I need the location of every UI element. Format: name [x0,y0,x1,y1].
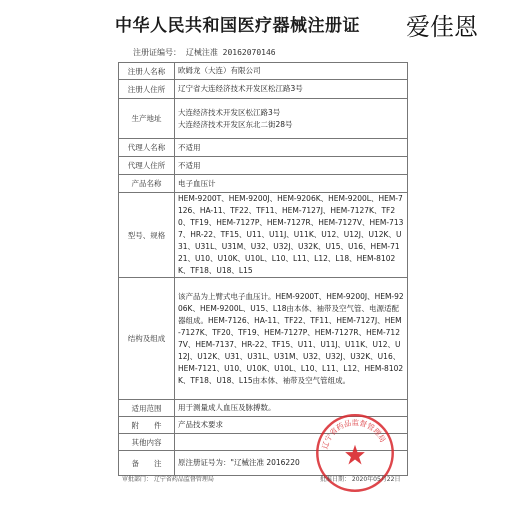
row-value: 该产品为上臂式电子血压计。HEM-9200T、HEM-9200J、HEM-9206K、HEM-9200L、U15、L18由本体、袖带及空气管、电源适配器组成。HEM-7126、HA-11、TF22、TF11、HEM-7127J、HEM-7127K、TF20、TF19、HEM-7127P、HEM-7127R、HEM-7127V、HEM-7137、HR-22、TF15、U11、U11J、U11K、U12、U12J、U12K、U31、U31L、U31M、U32、U32J、U32K、U16、HEM-7121、U10、U10K、U10L、L10、L11、L12、HEM-8102K、TF18、U18、L15由本体、袖带及空气管组成。 [175,278,408,400]
row-label: 型号、规格 [119,193,175,278]
row-label: 生产地址 [119,99,175,139]
row-value: 不适用 [175,139,408,157]
row-label: 其他内容 [119,434,175,451]
row-label: 注册人住所 [119,80,175,99]
row-label: 备 注 [119,451,175,476]
issuing-authority: 审批部门： 辽宁省药品监督管理局 [122,476,214,483]
row-value: 电子血压计 [175,175,408,193]
row-label: 产品名称 [119,175,175,193]
table-row [119,175,408,193]
row-label: 附 件 [119,417,175,434]
row-value: HEM-9200T、HEM-9200J、HEM-9206K、HEM-9200L、HEM-7126、HA-11、TF22、TF11、HEM-7127J、HEM-7127K、TF20、TF19、HEM-7127P、HEM-7127R、HEM-7127V、HEM-7137、HR-22、TF15、U11、U11J、U11K、U12、U12J、U12K、U31、U31L、U31M、U32、U32J、U32K、U15、U16、HEM-7121、U10、U10K、U10L、L10、L11、L12、L18、HEM-8102K、TF18、U18、L15 [175,193,408,278]
table-row [119,63,408,80]
row-value: 辽宁省大连经济技术开发区松江路3号 [175,80,408,99]
brand-name: 爱佳恩 [406,13,478,41]
row-value: 不适用 [175,157,408,175]
row-value: 原注册证号为："辽械注准 2016220 [175,451,408,476]
row-value: 大连经济技术开发区松江路3号 大连经济技术开发区东北二街28号 [175,99,408,139]
row-label: 结构及组成 [119,278,175,400]
table-row [119,80,408,99]
row-value: 产品技术要求 [175,417,408,434]
table-row [119,139,408,157]
row-value: 用于测量成人血压及脉搏数。 [175,400,408,417]
table-row [119,157,408,175]
approval-date: 批准日期： 2020年05月22日 [320,476,401,483]
row-label: 代理人名称 [119,139,175,157]
table-row [119,193,408,278]
row-label: 适用范围 [119,400,175,417]
row-value: 欧姆龙（大连）有限公司 [175,63,408,80]
svg-text:辽宁省药品监督管理局: 辽宁省药品监督管理局 [320,418,388,450]
row-label: 注册人名称 [119,63,175,80]
row-label: 代理人住所 [119,157,175,175]
table-row [119,278,408,400]
page-title: 中华人民共和国医疗器械注册证 [115,16,360,36]
table-row [119,99,408,139]
registration-number: 注册证编号： 辽械注准 20162070146 [133,48,276,57]
